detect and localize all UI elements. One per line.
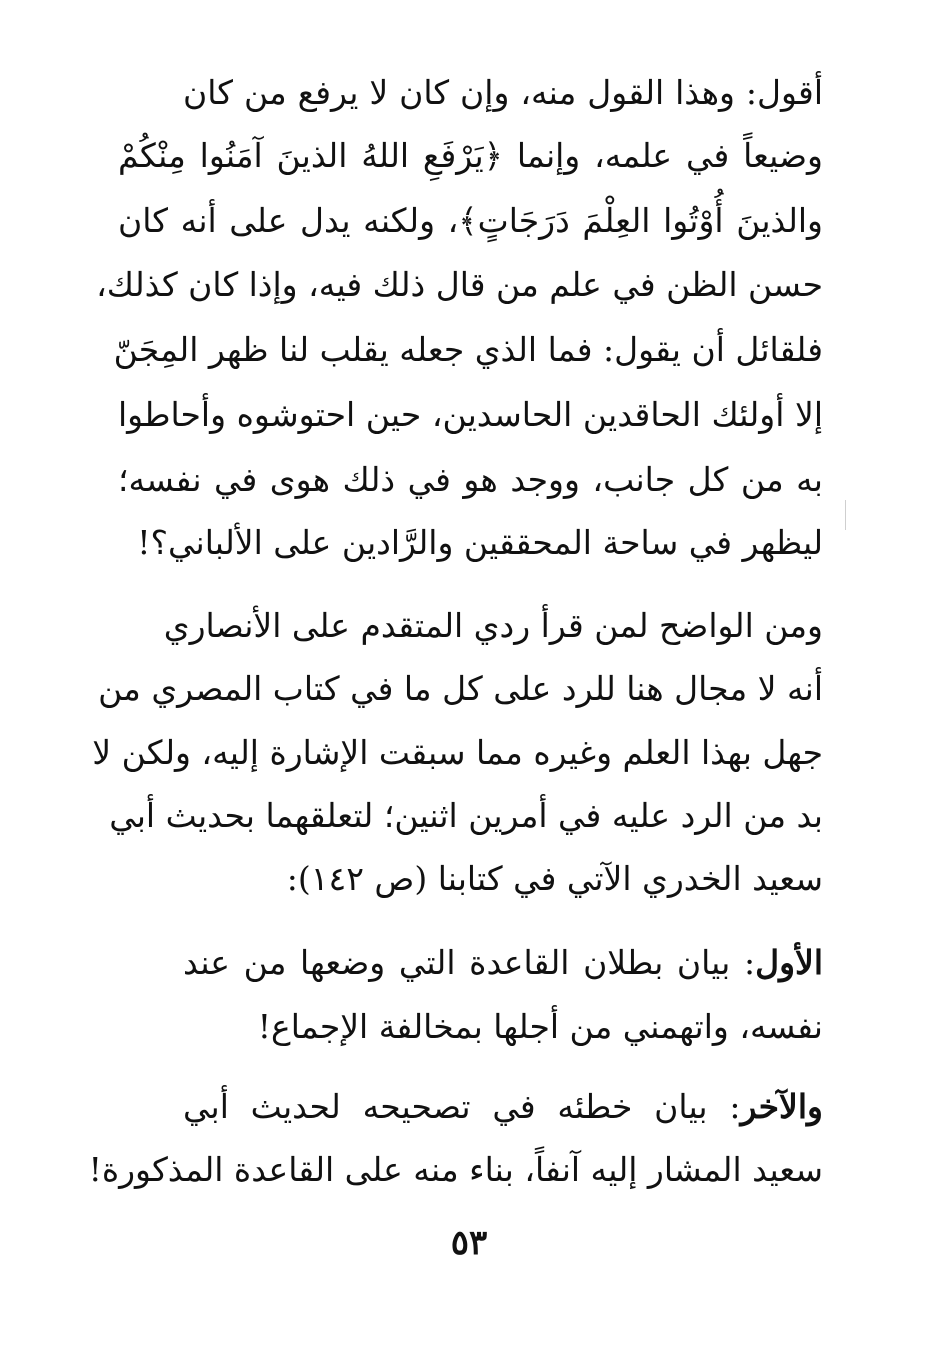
text-line: ومن الواضح لمن قرأ ردي المتقدم على الأنصاري	[163, 606, 823, 645]
text-line: سعيد الخدري الآتي في كتابنا (ص ١٤٢):	[286, 859, 823, 898]
text-line: بد من الرد عليه في أمرين اثنين؛ لتعلقهما بحديث أبي	[109, 796, 823, 835]
text-line: به من كل جانب، ووجد هو في ذلك هوى في نفسه؛	[118, 460, 823, 499]
scan-mark	[845, 500, 846, 530]
lead-word: الأول	[755, 943, 823, 982]
text-line: حسن الظن في علم من قال ذلك فيه، وإذا كان كذلك،	[96, 265, 823, 304]
text-line: ليظهر في ساحة المحققين والرَّادين على الألباني؟!	[137, 523, 823, 562]
text-line: أنه لا مجال هنا للرد على كل ما في كتاب المصري من	[98, 669, 823, 708]
text-line: إلا أولئك الحاقدين الحاسدين، حين احتوشوه وأحاطوا	[118, 395, 823, 434]
text-line: أقول: وهذا القول منه، وإن كان لا يرفع من كان	[183, 73, 823, 112]
page-number: ٥٣	[450, 1223, 488, 1263]
text-line: وضيعاً في علمه، وإنما ﴿يَرْفَعِ اللهُ الذينَ آمَنُوا مِنْكُمْ	[118, 136, 823, 175]
text-line: نفسه، واتهمني من أجلها بمخالفة الإجماع!	[257, 1007, 823, 1046]
text-line: سعيد المشار إليه آنفاً، بناء منه على القاعدة المذكورة!	[88, 1150, 823, 1189]
text-line	[183, 1084, 823, 1130]
text-line: والذينَ أُوْتُوا العِلْمَ دَرَجَاتٍ﴾، ولكنه يدل على أنه كان	[118, 201, 823, 240]
text-line: جهل بهذا العلم وغيره مما سبقت الإشارة إليه، ولكن لا	[92, 733, 823, 772]
lead-word: والآخر	[740, 1087, 823, 1126]
text-line	[183, 940, 823, 986]
text-line: فلقائل أن يقول: فما الذي جعله يقلب لنا ظهر المِجَنّ	[113, 330, 823, 369]
text-span: : بيان بطلان القاعدة التي وضعها من عند	[183, 943, 756, 982]
text-span: : بيان خطئه في تصحيحه لحديث أبي	[183, 1087, 741, 1126]
